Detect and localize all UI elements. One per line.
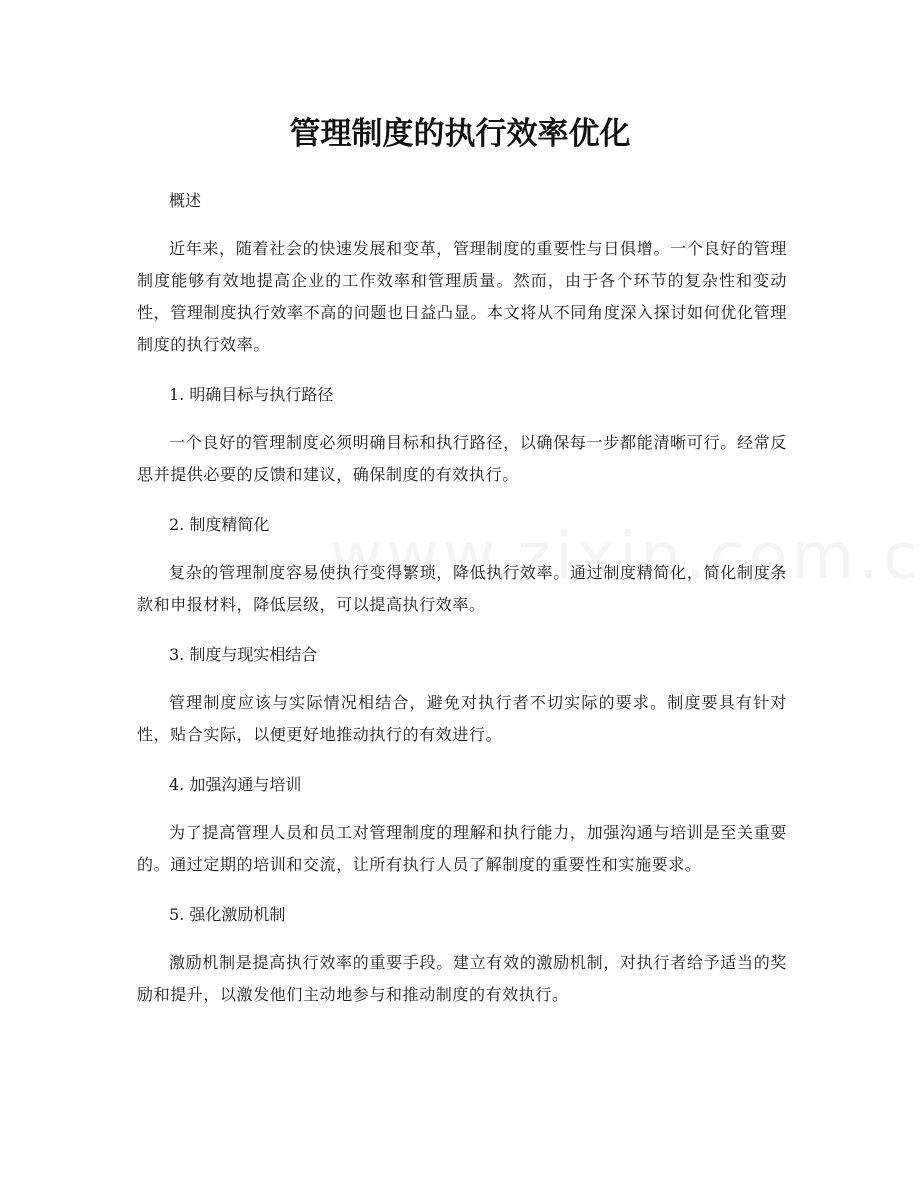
section-body-1: 一个良好的管理制度必须明确目标和执行路径，以确保每一步都能清晰可行。经常反思并提供必要的反馈和建议，确保制度的有效执行。: [137, 433, 787, 484]
section-heading-3: 3. 制度与现实相结合: [169, 645, 318, 664]
section-body-5: 激励机制是提高执行效率的重要手段。建立有效的激励机制，对执行者给予适当的奖励和提升，以激发他们主动地参与和推动制度的有效执行。: [137, 953, 787, 1004]
section-body-3: 管理制度应该与实际情况相结合，避免对执行者不切实际的要求。制度要具有针对性，贴合实际，以便更好地推动执行的有效进行。: [137, 693, 787, 744]
document-body: [137, 187, 787, 1031]
intro-paragraph: 近年来，随着社会的快速发展和变革，管理制度的重要性与日俱增。一个良好的管理制度能够有效地提高企业的工作效率和管理质量。然而，由于各个环节的复杂性和变动性，管理制度执行效率不高的问题也日益凸显。本文将从不同角度深入探讨如何优化管理制度的执行效率。: [137, 239, 787, 354]
intro-heading: 概述: [169, 191, 202, 210]
section-heading-2: 2. 制度精简化: [169, 515, 270, 534]
section-body-2: 复杂的管理制度容易使执行变得繁琐，降低执行效率。通过制度精简化，简化制度条款和申报材料，降低层级，可以提高执行效率。: [137, 563, 787, 614]
document-title: 管理制度的执行效率优化: [289, 116, 631, 152]
section-body-4: 为了提高管理人员和员工对管理制度的理解和执行能力，加强沟通与培训是至关重要的。通过定期的培训和交流，让所有执行人员了解制度的重要性和实施要求。: [137, 823, 787, 874]
section-heading-4: 4. 加强沟通与培训: [169, 775, 302, 794]
section-heading-5: 5. 强化激励机制: [169, 905, 286, 924]
section-heading-1: 1. 明确目标与执行路径: [169, 385, 334, 404]
